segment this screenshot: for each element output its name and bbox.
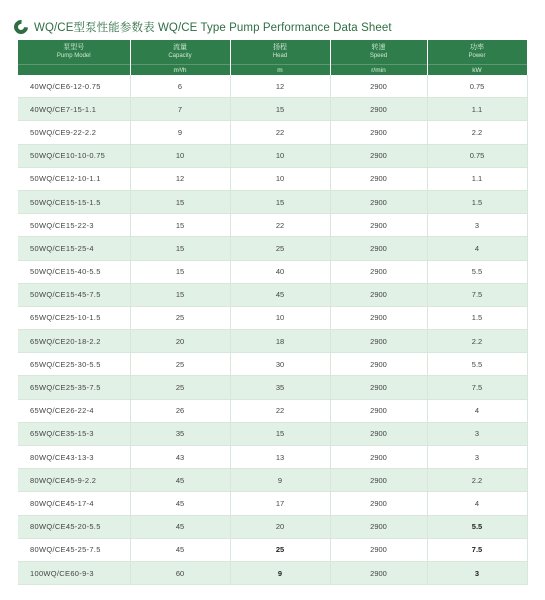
cell-speed: 2900 [330, 144, 427, 167]
header-model: 泵型号 Pump Model [18, 40, 130, 65]
cell-capacity: 9 [130, 121, 230, 144]
cell-head: 25 [230, 237, 330, 260]
cell-power: 1.5 [427, 306, 527, 329]
cell-capacity: 20 [130, 330, 230, 353]
cell-power: 1.1 [427, 98, 527, 121]
header-row [18, 40, 527, 65]
cell-model: 50WQ/CE12-10-1.1 [18, 167, 130, 190]
cell-speed: 2900 [330, 190, 427, 213]
cell-speed: 2900 [330, 538, 427, 561]
performance-table [18, 40, 528, 585]
cell-capacity: 25 [130, 306, 230, 329]
cell-head: 9 [230, 469, 330, 492]
cell-power: 0.75 [427, 144, 527, 167]
cell-speed: 2900 [330, 422, 427, 445]
cell-head: 22 [230, 399, 330, 422]
cell-head: 15 [230, 422, 330, 445]
cell-speed: 2900 [330, 399, 427, 422]
table-row [18, 469, 527, 492]
cell-model: 65WQ/CE25-30-5.5 [18, 353, 130, 376]
header-capacity: 流量 Capacity [130, 40, 230, 65]
table-row [18, 399, 527, 422]
cell-power: 3 [427, 561, 527, 584]
cell-power: 7.5 [427, 283, 527, 306]
header-speed: 转速 Speed [330, 40, 427, 65]
cell-model: 50WQ/CE9-22-2.2 [18, 121, 130, 144]
cell-power: 4 [427, 492, 527, 515]
cell-model: 50WQ/CE15-45-7.5 [18, 283, 130, 306]
header-power: 功率 Power [427, 40, 527, 65]
cell-head: 17 [230, 492, 330, 515]
cell-power: 3 [427, 422, 527, 445]
cell-power: 3 [427, 446, 527, 469]
cell-model: 50WQ/CE15-15-1.5 [18, 190, 130, 213]
cell-model: 65WQ/CE25-35-7.5 [18, 376, 130, 399]
table-row [18, 538, 527, 561]
cell-power: 5.5 [427, 260, 527, 283]
table-row [18, 121, 527, 144]
cell-model: 65WQ/CE35-15-3 [18, 422, 130, 445]
cell-head: 15 [230, 190, 330, 213]
cell-capacity: 12 [130, 167, 230, 190]
cell-head: 13 [230, 446, 330, 469]
cell-head: 35 [230, 376, 330, 399]
cell-power: 5.5 [427, 515, 527, 538]
cell-capacity: 15 [130, 283, 230, 306]
unit-power: kW [427, 65, 527, 76]
table-row [18, 422, 527, 445]
unit-head: m [230, 65, 330, 76]
cell-speed: 2900 [330, 121, 427, 144]
cell-model: 40WQ/CE6-12-0.75 [18, 75, 130, 98]
cell-head: 10 [230, 144, 330, 167]
unit-speed: r/min [330, 65, 427, 76]
cell-head: 18 [230, 330, 330, 353]
cell-model: 80WQ/CE45-25-7.5 [18, 538, 130, 561]
cell-power: 1.1 [427, 167, 527, 190]
cell-head: 22 [230, 121, 330, 144]
cell-model: 50WQ/CE15-25-4 [18, 237, 130, 260]
cell-speed: 2900 [330, 446, 427, 469]
cell-model: 80WQ/CE43-13-3 [18, 446, 130, 469]
cell-speed: 2900 [330, 167, 427, 190]
cell-capacity: 10 [130, 144, 230, 167]
table-body [18, 75, 527, 585]
cell-head: 20 [230, 515, 330, 538]
cell-model: 65WQ/CE25-10-1.5 [18, 306, 130, 329]
cell-capacity: 25 [130, 376, 230, 399]
page-title: WQ/CE型泵性能参数表 WQ/CE Type Pump Performance Data Sheet [34, 22, 392, 34]
cell-capacity: 45 [130, 492, 230, 515]
cell-power: 7.5 [427, 538, 527, 561]
table-row [18, 144, 527, 167]
cell-model: 40WQ/CE7-15-1.1 [18, 98, 130, 121]
title-row [14, 15, 392, 39]
table-row [18, 214, 527, 237]
table-row [18, 237, 527, 260]
table-row [18, 306, 527, 329]
table-row [18, 167, 527, 190]
cell-head: 15 [230, 98, 330, 121]
cell-head: 25 [230, 538, 330, 561]
cell-head: 22 [230, 214, 330, 237]
cell-power: 4 [427, 237, 527, 260]
table-row [18, 98, 527, 121]
unit-row [18, 65, 527, 76]
cell-speed: 2900 [330, 492, 427, 515]
unit-capacity: m³/h [130, 65, 230, 76]
cell-model: 80WQ/CE45-20-5.5 [18, 515, 130, 538]
cell-speed: 2900 [330, 330, 427, 353]
cell-capacity: 15 [130, 214, 230, 237]
cell-head: 10 [230, 306, 330, 329]
cell-power: 4 [427, 399, 527, 422]
cell-speed: 2900 [330, 353, 427, 376]
cell-model: 65WQ/CE26-22-4 [18, 399, 130, 422]
cell-model: 50WQ/CE10-10-0.75 [18, 144, 130, 167]
cell-speed: 2900 [330, 260, 427, 283]
cell-speed: 2900 [330, 237, 427, 260]
cell-head: 12 [230, 75, 330, 98]
cell-capacity: 60 [130, 561, 230, 584]
cell-power: 3 [427, 214, 527, 237]
cell-head: 30 [230, 353, 330, 376]
table-row [18, 75, 527, 98]
table-row [18, 260, 527, 283]
cell-power: 7.5 [427, 376, 527, 399]
cell-capacity: 15 [130, 260, 230, 283]
cell-speed: 2900 [330, 561, 427, 584]
cell-head: 9 [230, 561, 330, 584]
cell-power: 5.5 [427, 353, 527, 376]
cell-model: 80WQ/CE45-17-4 [18, 492, 130, 515]
cell-model: 65WQ/CE20-18-2.2 [18, 330, 130, 353]
table-row [18, 283, 527, 306]
cell-model: 80WQ/CE45-9-2.2 [18, 469, 130, 492]
table-row [18, 353, 527, 376]
cell-capacity: 15 [130, 237, 230, 260]
circle-logo-icon [11, 17, 31, 37]
table-row [18, 446, 527, 469]
cell-capacity: 45 [130, 469, 230, 492]
cell-capacity: 35 [130, 422, 230, 445]
cell-head: 40 [230, 260, 330, 283]
cell-capacity: 7 [130, 98, 230, 121]
cell-speed: 2900 [330, 469, 427, 492]
cell-speed: 2900 [330, 98, 427, 121]
cell-speed: 2900 [330, 75, 427, 98]
cell-model: 100WQ/CE60-9-3 [18, 561, 130, 584]
cell-capacity: 45 [130, 515, 230, 538]
cell-model: 50WQ/CE15-22-3 [18, 214, 130, 237]
cell-power: 2.2 [427, 121, 527, 144]
table-row [18, 515, 527, 538]
cell-capacity: 26 [130, 399, 230, 422]
cell-capacity: 45 [130, 538, 230, 561]
cell-speed: 2900 [330, 214, 427, 237]
header-head: 扬程 Head [230, 40, 330, 65]
cell-capacity: 15 [130, 190, 230, 213]
cell-power: 1.5 [427, 190, 527, 213]
cell-capacity: 25 [130, 353, 230, 376]
table-row [18, 190, 527, 213]
cell-capacity: 6 [130, 75, 230, 98]
table-row [18, 376, 527, 399]
cell-speed: 2900 [330, 306, 427, 329]
cell-speed: 2900 [330, 283, 427, 306]
cell-capacity: 43 [130, 446, 230, 469]
cell-speed: 2900 [330, 376, 427, 399]
table-row [18, 492, 527, 515]
cell-head: 45 [230, 283, 330, 306]
cell-power: 2.2 [427, 330, 527, 353]
cell-head: 10 [230, 167, 330, 190]
cell-speed: 2900 [330, 515, 427, 538]
unit-model [18, 65, 130, 76]
cell-power: 0.75 [427, 75, 527, 98]
cell-model: 50WQ/CE15-40-5.5 [18, 260, 130, 283]
cell-power: 2.2 [427, 469, 527, 492]
table-row [18, 330, 527, 353]
table-row [18, 561, 527, 584]
